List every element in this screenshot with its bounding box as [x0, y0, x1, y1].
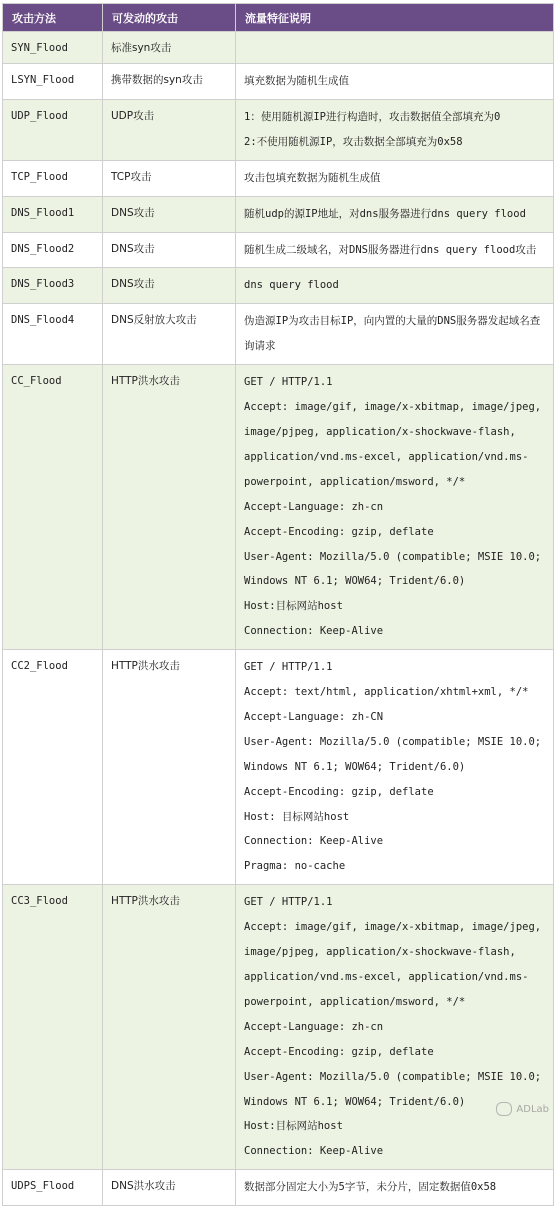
attack-method-cell: DNS_Flood2 [3, 232, 103, 268]
watermark [496, 1102, 549, 1116]
attack-method-cell: CC_Flood [3, 365, 103, 650]
attack-type-cell: 标准syn攻击 [103, 32, 236, 64]
attack-type-cell: UDP攻击 [103, 99, 236, 160]
table-row [3, 160, 554, 196]
traffic-description-cell [236, 196, 554, 232]
description-line: Pragma: no-cache [244, 860, 346, 873]
attack-method-cell: CC3_Flood [3, 885, 103, 1170]
traffic-description-cell [236, 365, 554, 650]
watermark-text: ADLab [516, 1103, 549, 1115]
traffic-description-cell [236, 885, 554, 1170]
attack-method-cell: LSYN_Flood [3, 64, 103, 100]
attack-methods-table [2, 3, 554, 1206]
description-line: Host: 目标网站host [244, 810, 350, 823]
description-line: dns query flood [244, 279, 339, 292]
attack-method-cell: DNS_Flood1 [3, 196, 103, 232]
description-line: 伪造源IP为攻击目标IP，向内置的大量的DNS服务器发起域名查询请求 [244, 315, 541, 353]
description-line: User-Agent: Mozilla/5.0 (compatible; MSIE 10.0; Windows NT 6.1; WOW64; Trident/6.0) [244, 1070, 548, 1108]
description-line: Connection: Keep-Alive [244, 625, 384, 638]
table-row [3, 885, 554, 1170]
description-line: Accept: text/html, application/xhtml+xml, */* [244, 686, 529, 699]
attack-type-cell: DNS攻击 [103, 232, 236, 268]
attack-method-cell: TCP_Flood [3, 160, 103, 196]
description-line: Connection: Keep-Alive [244, 1145, 384, 1158]
description-line: Host:目标网站host [244, 600, 343, 613]
description-line: 2:不使用随机源IP，攻击数据全部填充为0x58 [244, 135, 463, 148]
header-traffic-description: 流量特征说明 [236, 4, 554, 32]
table-row [3, 365, 554, 650]
attack-type-cell: TCP攻击 [103, 160, 236, 196]
attack-type-cell: HTTP洪水攻击 [103, 365, 236, 650]
header-attack-type: 可发动的攻击 [103, 4, 236, 32]
description-line: 攻击包填充数据为随机生成值 [244, 171, 381, 184]
description-line: User-Agent: Mozilla/5.0 (compatible; MSIE 10.0; Windows NT 6.1; WOW64; Trident/6.0) [244, 550, 548, 588]
table-row [3, 99, 554, 160]
description-line: Accept-Encoding: gzip, deflate [244, 525, 434, 538]
description-line: Accept-Language: zh-cn [244, 1020, 384, 1033]
traffic-description-cell [236, 304, 554, 365]
description-line: Accept-Encoding: gzip, deflate [244, 785, 434, 798]
attack-type-cell: DNS洪水攻击 [103, 1170, 236, 1206]
attack-type-cell: 携带数据的syn攻击 [103, 64, 236, 100]
attack-type-cell: HTTP洪水攻击 [103, 650, 236, 885]
traffic-description-cell [236, 32, 554, 64]
attack-type-cell: HTTP洪水攻击 [103, 885, 236, 1170]
description-line: GET / HTTP/1.1 [244, 661, 333, 674]
wechat-icon [496, 1102, 512, 1116]
traffic-description-cell [236, 99, 554, 160]
traffic-description-cell [236, 650, 554, 885]
table-row [3, 196, 554, 232]
attack-type-cell: DNS攻击 [103, 196, 236, 232]
description-line: Accept-Language: zh-CN [244, 710, 384, 723]
description-line: Accept-Encoding: gzip, deflate [244, 1045, 434, 1058]
description-line: Accept-Language: zh-cn [244, 500, 384, 513]
table-row [3, 1170, 554, 1206]
table-row [3, 232, 554, 268]
header-row [3, 4, 554, 32]
traffic-description-cell [236, 160, 554, 196]
description-line: 1：使用随机源IP进行构造时，攻击数据值全部填充为0 [244, 110, 501, 123]
description-line: Accept: image/gif, image/x-xbitmap, image/jpeg, image/pjpeg, application/x-shockwave-flash, application/vnd.ms-excel, application/vnd.ms-powerpoint, application/msword, */* [244, 921, 548, 1008]
attack-method-cell: CC2_Flood [3, 650, 103, 885]
attack-method-cell: UDPS_Flood [3, 1170, 103, 1206]
description-line: 填充数据为随机生成值 [244, 75, 349, 87]
table-row [3, 650, 554, 885]
attack-method-cell: SYN_Flood [3, 32, 103, 64]
description-line: 数据部分固定大小为5字节，未分片，固定数据值0x58 [244, 1181, 497, 1194]
traffic-description-cell [236, 64, 554, 100]
table-body [3, 32, 554, 1206]
description-line: GET / HTTP/1.1 [244, 376, 333, 389]
header-attack-method: 攻击方法 [3, 4, 103, 32]
table-row [3, 32, 554, 64]
description-line: Connection: Keep-Alive [244, 835, 384, 848]
table-header [3, 4, 554, 32]
attack-method-cell: DNS_Flood4 [3, 304, 103, 365]
table-row [3, 268, 554, 304]
traffic-description-cell [236, 1170, 554, 1206]
attack-method-cell: UDP_Flood [3, 99, 103, 160]
description-line: Accept: image/gif, image/x-xbitmap, image/jpeg, image/pjpeg, application/x-shockwave-flash, application/vnd.ms-excel, application/vnd.ms-powerpoint, application/msword, */* [244, 401, 548, 488]
description-line: 随机生成二级域名，对DNS服务器进行dns query flood攻击 [244, 243, 537, 256]
table-row [3, 304, 554, 365]
attack-type-cell: DNS攻击 [103, 268, 236, 304]
attack-type-cell: DNS反射放大攻击 [103, 304, 236, 365]
description-line: User-Agent: Mozilla/5.0 (compatible; MSIE 10.0; Windows NT 6.1; WOW64; Trident/6.0) [244, 735, 548, 773]
traffic-description-cell [236, 232, 554, 268]
attack-method-cell: DNS_Flood3 [3, 268, 103, 304]
traffic-description-cell [236, 268, 554, 304]
description-line: 随机udp的源IP地址，对dns服务器进行dns query flood [244, 207, 526, 220]
description-line: Host:目标网站host [244, 1120, 343, 1133]
table-row [3, 64, 554, 100]
description-line: GET / HTTP/1.1 [244, 896, 333, 909]
